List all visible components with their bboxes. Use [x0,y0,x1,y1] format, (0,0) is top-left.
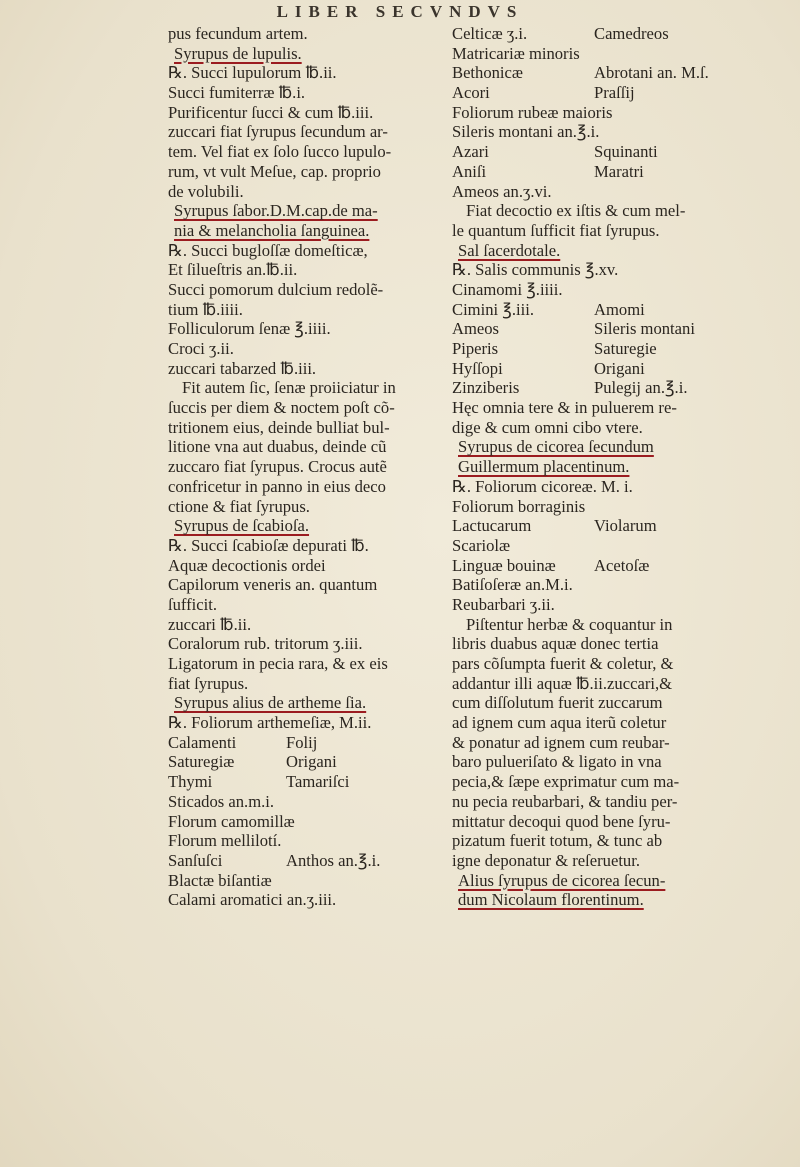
ingredient-pair-line [452,339,780,359]
text-line: Coralorum rub. tritorum ʒ.iii. [168,634,363,654]
text-line: Sileris montani an.℥.i. [452,122,600,142]
text-line: tritionem eius, deinde bulliat bul- [168,417,390,437]
ingredient-pair-line [452,378,780,398]
text-line: Foliorum rubeæ maioris [452,102,613,122]
ingredient-right: Abrotani an. M.ſ. [594,63,709,83]
ingredient-left: Zinziberis [452,378,520,398]
text-line: tium ℔.iiii. [168,299,243,319]
text-line: litione vna aut duabus, deinde cũ [168,437,387,457]
ingredient-pair-line [168,733,473,753]
text-line: Matricariæ minoris [452,43,580,63]
ingredient-pair-line [452,142,780,162]
ingredient-right: Praſſij [594,83,635,103]
text-line: pecia,& ſæpe exprimatur cum ma- [452,772,680,792]
recipe-heading: Syrupus de lupulis. [174,43,302,63]
text-line: Florum mellilotí. [168,831,282,851]
ingredient-left: Bethonicæ [452,63,523,83]
ingredient-left: Linguæ bouinæ [452,555,556,575]
text-line: Succi pomorum dulcium redolẽ- [168,279,384,299]
text-line: zuccari ℔.ii. [168,614,252,634]
text-line: ſufficit. [168,594,218,614]
text-line: Folliculorum ſenæ ℥.iiii. [168,319,331,339]
text-line: ctione & fiat ſyrupus. [168,496,310,516]
text-line: ſuccis per diem & noctem poſt cõ- [168,398,395,418]
ingredient-right: Acetoſæ [594,555,650,575]
ingredient-right: Squinanti [594,142,658,162]
ingredient-left: Cimini ℥.iii. [452,299,534,319]
text-line: Ligatorum in pecia rara, & ex eis [168,654,388,673]
ingredient-pair-line [452,83,780,103]
ingredient-pair-line [452,359,780,379]
text-line: Croci ʒ.ii. [168,339,234,358]
text-line: rum, vt vult Meſue, cap. proprio [168,161,381,181]
right-column [452,24,780,910]
text-line: ℞. Succi ſcabioſæ depurati ℔. [168,535,369,555]
text-line: ℞. Succi lupulorum ℔.ii. [168,63,337,83]
text-line: Scariolæ [452,535,511,555]
ingredient-left: Ameos [452,319,500,339]
recipe-heading: Syrupus alius de artheme ſia. [174,693,367,713]
text-line: & ponatur ad ignem cum reubar- [452,732,670,752]
recipe-heading: Guillermum placentinum. [458,457,630,477]
text-line: Reubarbari ʒ.ii. [452,594,555,614]
text-line: confricetur in panno in eius deco [168,476,386,496]
ingredient-left: Acori [452,83,490,103]
ingredient-pair-line [168,851,473,871]
recipe-heading: Sal ſacerdotale. [458,240,561,260]
text-line: pizatum fuerit totum, & tunc ab [452,831,663,851]
text-line: zuccari fiat ſyrupus ſecundum ar- [168,122,388,142]
ingredient-pair-line [452,319,780,339]
text-line: ℞. Foliorum cicoreæ. M. i. [452,476,633,496]
recipe-heading: Alius ſyrupus de cicorea ſecun- [458,870,666,890]
text-line: dige & cum omni cibo vtere. [452,417,643,437]
recipe-heading: Syrupus ſabor.D.M.cap.de ma- [174,201,378,221]
ingredient-right: Tamariſci [286,772,350,792]
ingredient-right: Amomi [594,299,645,319]
ingredient-pair-line [168,772,473,792]
ingredient-right: Folij [286,732,318,752]
ingredient-left: Azari [452,142,489,162]
running-header: LIBER SECVNDVS [276,2,524,21]
text-line: addantur illi aquæ ℔.ii.zuccari,& [452,673,673,693]
text-line: Aquæ decoctionis ordei [168,555,326,575]
ingredient-pair-line [452,24,780,44]
ingredient-right: Camedreos [594,24,669,43]
ingredient-left: Thymi [168,772,213,792]
text-line: Cinamomi ℥.iiii. [452,279,563,299]
text-line: mittatur decoqui quod bene ſyru- [452,811,671,831]
text-line: libris duabus aquæ donec tertia [452,634,659,654]
ingredient-pair-line [452,162,780,182]
ingredient-right: Maratri [594,161,644,181]
text-line: Florum camomillæ [168,811,295,831]
text-line: pars cõſumpta fuerit & coletur, & [452,654,674,673]
ingredient-left: Celticæ ʒ.i. [452,24,528,43]
text-line: Succi fumiterræ ℔.i. [168,83,306,103]
text-line: Capilorum veneris an. quantum [168,575,378,595]
text-line: fiat ſyrupus. [168,673,249,693]
ingredient-left: Lactucarum [452,516,532,536]
text-line: Sticados an.m.i. [168,791,275,811]
text-line: ℞. Foliorum arthemeſiæ, M.ii. [168,713,372,733]
recipe-heading: dum Nicolaum florentinum. [458,890,644,910]
ingredient-pair-line [452,516,780,536]
ingredient-right: Pulegij an.℥.i. [594,378,688,398]
paragraph-start-line: Piſtentur herbæ & coquantur in [466,614,673,634]
ingredient-right: Origani [286,752,337,772]
text-line: Calami aromatici an.ʒ.iii. [168,890,337,910]
text-line: ℞. Succi bugloſſæ domeſticæ, [168,240,368,260]
text-line: Foliorum borraginis [452,496,586,516]
text-line: cum diſſolutum fuerit zuccarum [452,693,663,713]
text-line: le quantum ſufficit fiat ſyrupus. [452,220,660,240]
left-column [168,24,473,910]
text-line: tem. Vel fiat ex ſolo ſucco lupulo- [168,142,392,162]
text-line: Batiſoſeræ an.M.i. [452,575,573,595]
text-line: nu pecia reubarbari, & tandiu per- [452,791,678,811]
paragraph-start-line: Fit autem ſic, ſenæ proiiciatur in [182,378,396,398]
ingredient-left: Calamenti [168,732,237,752]
text-line: ad ignem cum aqua iterũ coletur [452,713,667,733]
text-line: zuccaro fiat ſyrupus. Crocus autẽ [168,457,387,477]
ingredient-right: Violarum [594,516,657,536]
ingredient-pair-line [452,556,780,576]
ingredient-right: Anthos an.℥.i. [286,850,381,870]
recipe-heading: Syrupus de ſcabioſa. [174,516,310,536]
ingredient-pair-line [168,752,473,772]
ingredient-right: Origani [594,358,645,378]
text-line: Et ſilueſtris an.℔.ii. [168,260,298,280]
text-line: de volubili. [168,181,244,201]
ingredient-right: Sileris montani [594,319,695,339]
recipe-heading: nia & melancholia ſanguinea. [174,220,370,240]
ingredient-left: Sanſuſci [168,850,223,870]
ingredient-pair-line [452,63,780,83]
text-line: Ameos an.ʒ.vi. [452,181,552,201]
ingredient-left: Piperis [452,339,499,358]
paragraph-start-line: Fiat decoctio ex iſtis & cum mel- [466,201,686,221]
text-line: baro pulueriſato & ligato in vna [452,752,662,772]
recipe-heading: Syrupus de cicorea ſecundum [458,437,654,457]
text-line: zuccari tabarzed ℔.iii. [168,358,317,378]
text-line: igne deponatur & reſeruetur. [452,850,640,870]
text-line: Hęc omnia tere & in puluerem re- [452,398,677,418]
ingredient-left: Saturegiæ [168,752,235,772]
ingredient-pair-line [452,300,780,320]
text-line: ℞. Salis communis ℥.xv. [452,260,619,280]
text-line: pus fecundum artem. [168,24,308,43]
ingredient-left: Hyſſopi [452,358,503,378]
text-line: Purificentur ſucci & cum ℔.iii. [168,102,374,122]
ingredient-left: Aniſi [452,161,487,181]
ingredient-right: Saturegie [594,339,657,358]
text-line: Blactæ biſantiæ [168,870,272,890]
